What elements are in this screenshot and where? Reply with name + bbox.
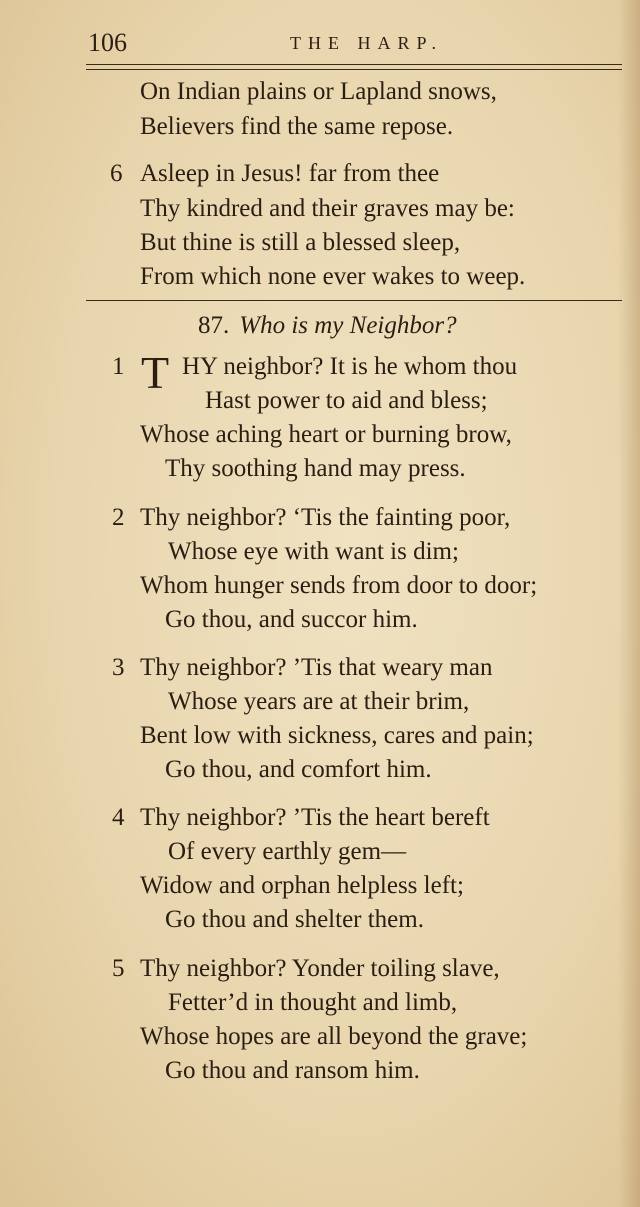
- stanza-number: 1: [112, 353, 125, 380]
- verse-line: Bent low with sickness, cares and pain;: [140, 722, 534, 749]
- verse-line: Thy neighbor? Yonder toiling slave,: [140, 955, 500, 982]
- running-head: THE HARP.: [290, 33, 444, 53]
- verse-line: On Indian plains or Lapland snows,: [140, 78, 497, 105]
- page-edge-shadow: [618, 0, 640, 1207]
- verse-line: Go thou and shelter them.: [165, 906, 424, 933]
- verse-line: Hast power to aid and bless;: [205, 387, 488, 414]
- verse-line: Go thou, and succor him.: [165, 606, 418, 633]
- verse-line: But thine is still a blessed sleep,: [140, 229, 461, 256]
- verse-line: Asleep in Jesus! far from thee: [140, 160, 440, 187]
- hymn-title-text: Who is my Neighbor?: [239, 312, 457, 339]
- verse-line: Whose aching heart or burning brow,: [140, 421, 512, 448]
- verse-line: Thy neighbor? ‘Tis the fainting poor,: [140, 504, 511, 531]
- verse-line: Of every earthly gem—: [168, 838, 407, 865]
- page-header: [0, 0, 640, 60]
- verse-line: Go thou, and comfort him.: [165, 756, 432, 783]
- verse-line: Go thou and ransom him.: [165, 1057, 420, 1084]
- page-number: 106: [88, 28, 127, 57]
- verse-line: Thy kindred and their graves may be:: [140, 195, 515, 222]
- stanza-number: 5: [112, 955, 125, 982]
- stanza-number: 4: [112, 804, 125, 831]
- verse-line: Whose hopes are all beyond the grave;: [140, 1023, 528, 1050]
- section-rule: [86, 300, 622, 301]
- verse-line: HY neighbor? It is he whom thou: [182, 353, 518, 380]
- verse-line: Thy neighbor? ’Tis that weary man: [140, 654, 493, 681]
- verse-line: Widow and orphan helpless left;: [140, 872, 464, 899]
- verse-line: Fetter’d in thought and limb,: [168, 989, 458, 1016]
- hymn-number: 87.: [198, 312, 230, 339]
- verse-line: Whom hunger sends from door to door;: [140, 572, 538, 599]
- header-rule-thin: [86, 69, 622, 70]
- stanza-number: 3: [112, 654, 125, 681]
- stanza-number: 2: [112, 504, 125, 531]
- verse-line: Whose years are at their brim,: [168, 688, 470, 715]
- verse-line: From which none ever wakes to weep.: [140, 263, 526, 290]
- verse-line: Whose eye with want is dim;: [168, 538, 459, 565]
- verse-line: Thy soothing hand may press.: [165, 455, 466, 482]
- hymn-title: [198, 312, 457, 340]
- header-rule: [86, 64, 622, 65]
- verse-line: Believers find the same repose.: [140, 113, 454, 140]
- verse-line: Thy neighbor? ’Tis the heart bereft: [140, 804, 490, 831]
- drop-cap: T: [141, 347, 170, 398]
- stanza-number: 6: [110, 160, 123, 187]
